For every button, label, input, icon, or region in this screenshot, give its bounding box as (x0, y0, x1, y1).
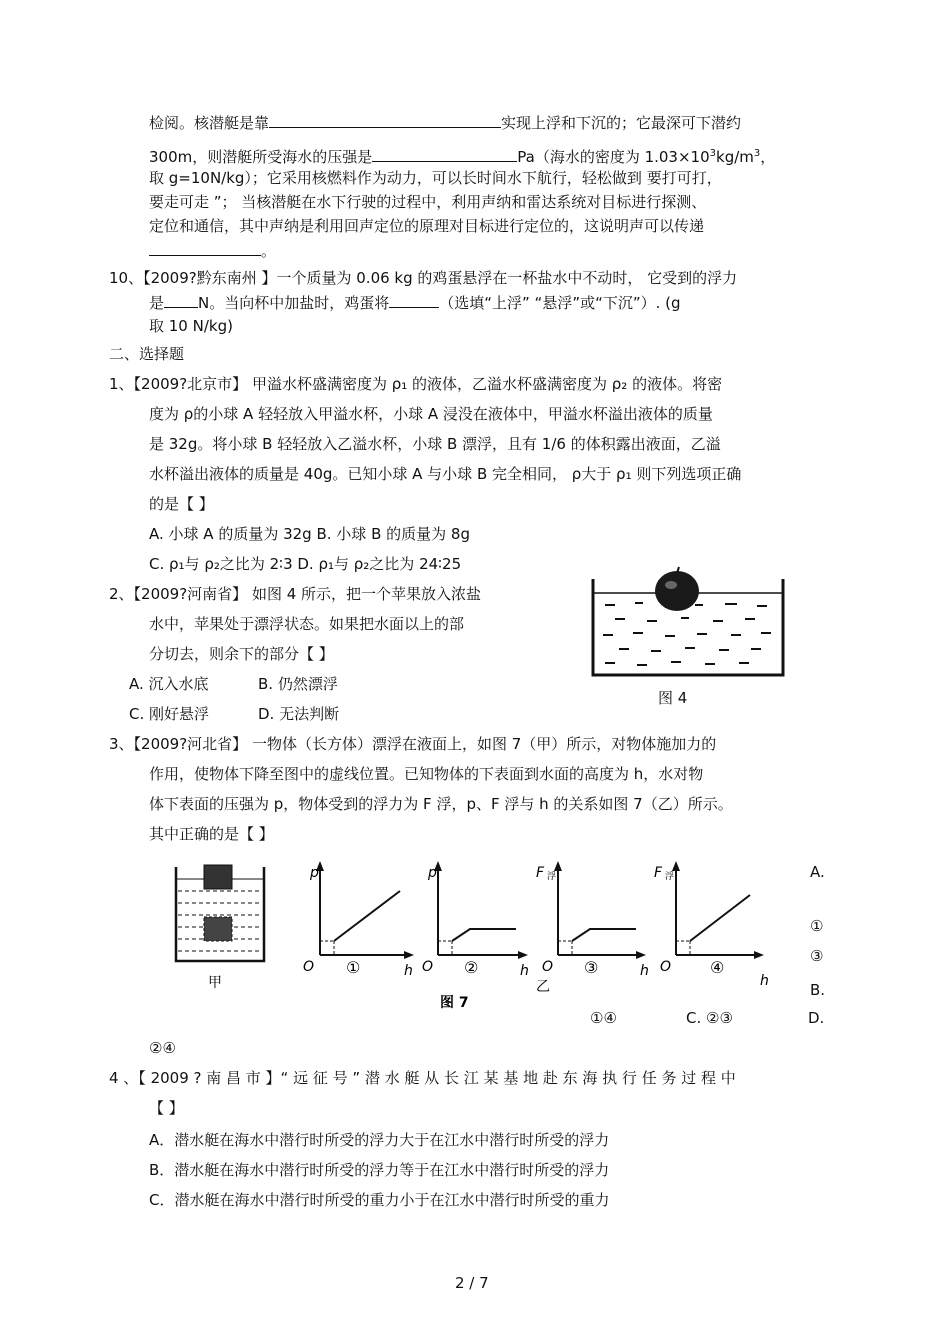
q10-line3: 取 10 N/kg) (149, 317, 233, 335)
c1-line1: 1、【2009?北京市】 甲溢水杯盛满密度为 ρ₁ 的液体，乙溢水杯盛满密度为 ρ₂ 的液体。将密 (109, 375, 723, 393)
c3-line3: 体下表面的压强为 p，物体受到的浮力为 F 浮，p、F 浮与 h 的关系如图 7（乙）所示。 (149, 795, 733, 813)
answer-blank[interactable] (164, 292, 198, 308)
graph-2 (422, 861, 529, 979)
svg-text:F: F (536, 865, 545, 881)
svg-text:p: p (310, 865, 319, 881)
svg-text:O: O (660, 959, 672, 975)
c3-line1: 3、【2009?河北省】 一物体（长方体）漂浮在液面上，如图 7（甲）所示，对物体施加力的 (109, 735, 717, 753)
svg-text:O: O (422, 959, 434, 975)
c1-options-ab: A. 小球 A 的质量为 32g B. 小球 B 的质量为 8g (149, 525, 470, 543)
answer-blank[interactable] (389, 292, 439, 308)
c2-line2: 水中，苹果处于漂浮状态。如果把水面以上的部 (149, 615, 465, 633)
c4-line2: 【 】 (149, 1099, 184, 1117)
svg-text:h: h (404, 963, 413, 979)
svg-text:②: ② (464, 958, 479, 977)
svg-text:①: ① (346, 958, 361, 977)
c2-option-b: B. 仍然漂浮 (258, 675, 338, 693)
c1-line3: 是 32g。将小球 B 轻轻放入乙溢水杯，小球 B 漂浮，且有 1/6 的体积露出液面，乙溢 (149, 435, 721, 453)
figure-7-title: 图 7 (440, 995, 469, 1011)
c3-option-a-label: A. (810, 863, 825, 881)
svg-text:O: O (303, 959, 315, 975)
c3-line2: 作用，使物体下降至图中的虚线位置。已知物体的下表面到水面的高度为 h，水对物 (149, 765, 704, 783)
q9-line6: 。 (149, 240, 276, 261)
c2-option-c: C. 刚好悬浮 (129, 705, 210, 723)
q9-line5: 定位和通信，其中声纳是利用回声定位的原理对目标进行定位的，这说明声可以传递 (149, 217, 705, 235)
figure-7-jia-container (176, 865, 264, 991)
answer-blank[interactable] (372, 146, 517, 162)
q9-line3: 取 g=10N/kg）；它采用核燃料作为动力，可以长时间水下航行，轻松做到 要打可打， (149, 169, 722, 187)
figure-7 (170, 855, 780, 1015)
graph-3 (536, 861, 649, 995)
figure-7-jia-label: 甲 (208, 975, 222, 991)
svg-text:③: ③ (584, 958, 599, 977)
c2-line3: 分切去，则余下的部分【 】 (149, 645, 334, 663)
c3-option-c: C. ②③ (686, 1009, 733, 1027)
c2-option-a: A. 沉入水底 (129, 675, 209, 693)
c1-line5: 的是【 】 (149, 495, 214, 513)
apple-icon (655, 567, 699, 611)
graph-1 (303, 861, 414, 979)
c4-line1: 4 、【 2009 ? 南 昌 市 】“ 远 征 号 ” 潜 水 艇 从 长 江 某 基 地 赴 东 海 执 行 任 务 过 程 中 (109, 1069, 736, 1087)
svg-text:浮: 浮 (547, 872, 557, 882)
figure-4-caption: 图 4 (658, 689, 688, 707)
c3-option-a-val1: ① (810, 917, 824, 935)
c3-line4: 其中正确的是【 】 (149, 825, 274, 843)
c3-option-b-val: ①④ (590, 1009, 617, 1027)
c1-line4: 水杯溢出液体的质量是 40g。已知小球 A 与小球 B 完全相同， ρ大于 ρ₁ 则下列选项正确 (149, 465, 742, 483)
svg-text:F: F (654, 865, 663, 881)
q10-line2: 是 N。当向杯中加盐时，鸡蛋将 （选填“上浮” “悬浮”或“下沉”）. (g (149, 294, 681, 312)
graph-4 (654, 861, 769, 989)
c1-options-cd: C. ρ₁与 ρ₂之比为 2∶3 D. ρ₁与 ρ₂之比为 24∶25 (149, 555, 462, 573)
c3-option-b-label: B. (810, 981, 826, 999)
svg-text:浮: 浮 (665, 872, 675, 882)
q9-line2: 300m，则潜艇所受海水的压强是 Pa（海水的密度为 $1.03\times 10^3kg/m^3$， (149, 148, 776, 166)
c1-line2: 度为 ρ的小球 A 轻轻放入甲溢水杯，小球 A 浸没在液体中，甲溢水杯溢出液体的质量 (149, 405, 713, 423)
section-heading: 二、选择题 (109, 345, 185, 363)
svg-text:O: O (542, 959, 554, 975)
c2-line1: 2、【2009?河南省】 如图 4 所示，把一个苹果放入浓盐 (109, 585, 482, 603)
c4-option-b: B．潜水艇在海水中潜行时所受的浮力等于在江水中潜行时所受的浮力 (149, 1161, 610, 1179)
svg-text:p: p (428, 865, 437, 881)
c3-option-d-label: D. (808, 1009, 825, 1027)
svg-text:h: h (640, 963, 649, 979)
page-number: 2 / 7 (455, 1274, 489, 1292)
figure-7-yi-label: 乙 (536, 979, 550, 995)
svg-text:④: ④ (710, 958, 725, 977)
answer-blank[interactable] (149, 240, 261, 256)
answer-blank[interactable] (269, 112, 501, 128)
c4-option-a: A．潜水艇在海水中潜行时所受的浮力大于在江水中潜行时所受的浮力 (149, 1131, 610, 1149)
c3-option-d-val: ②④ (149, 1039, 176, 1057)
svg-text:h: h (760, 973, 769, 989)
q9-line4: 要走可走 ”； 当核潜艇在水下行驶的过程中，利用声纳和雷达系统对目标进行探测、 (149, 193, 707, 211)
c2-option-d: D. 无法判断 (258, 705, 340, 723)
c3-option-a-val2: ③ (810, 947, 824, 965)
q10-line1: 10、【2009?黔东南州 】一个质量为 0.06 kg 的鸡蛋悬浮在一杯盐水中不动时， 它受到的浮力 (109, 269, 738, 287)
q9-line1: 检阅。核潜艇是靠 实现上浮和下沉的；它最深可下潜约 (149, 114, 742, 132)
svg-text:h: h (520, 963, 529, 979)
c4-option-c: C．潜水艇在海水中潜行时所受的重力小于在江水中潜行时所受的重力 (149, 1191, 610, 1209)
figure-4-apple-in-salt-water (585, 545, 785, 685)
